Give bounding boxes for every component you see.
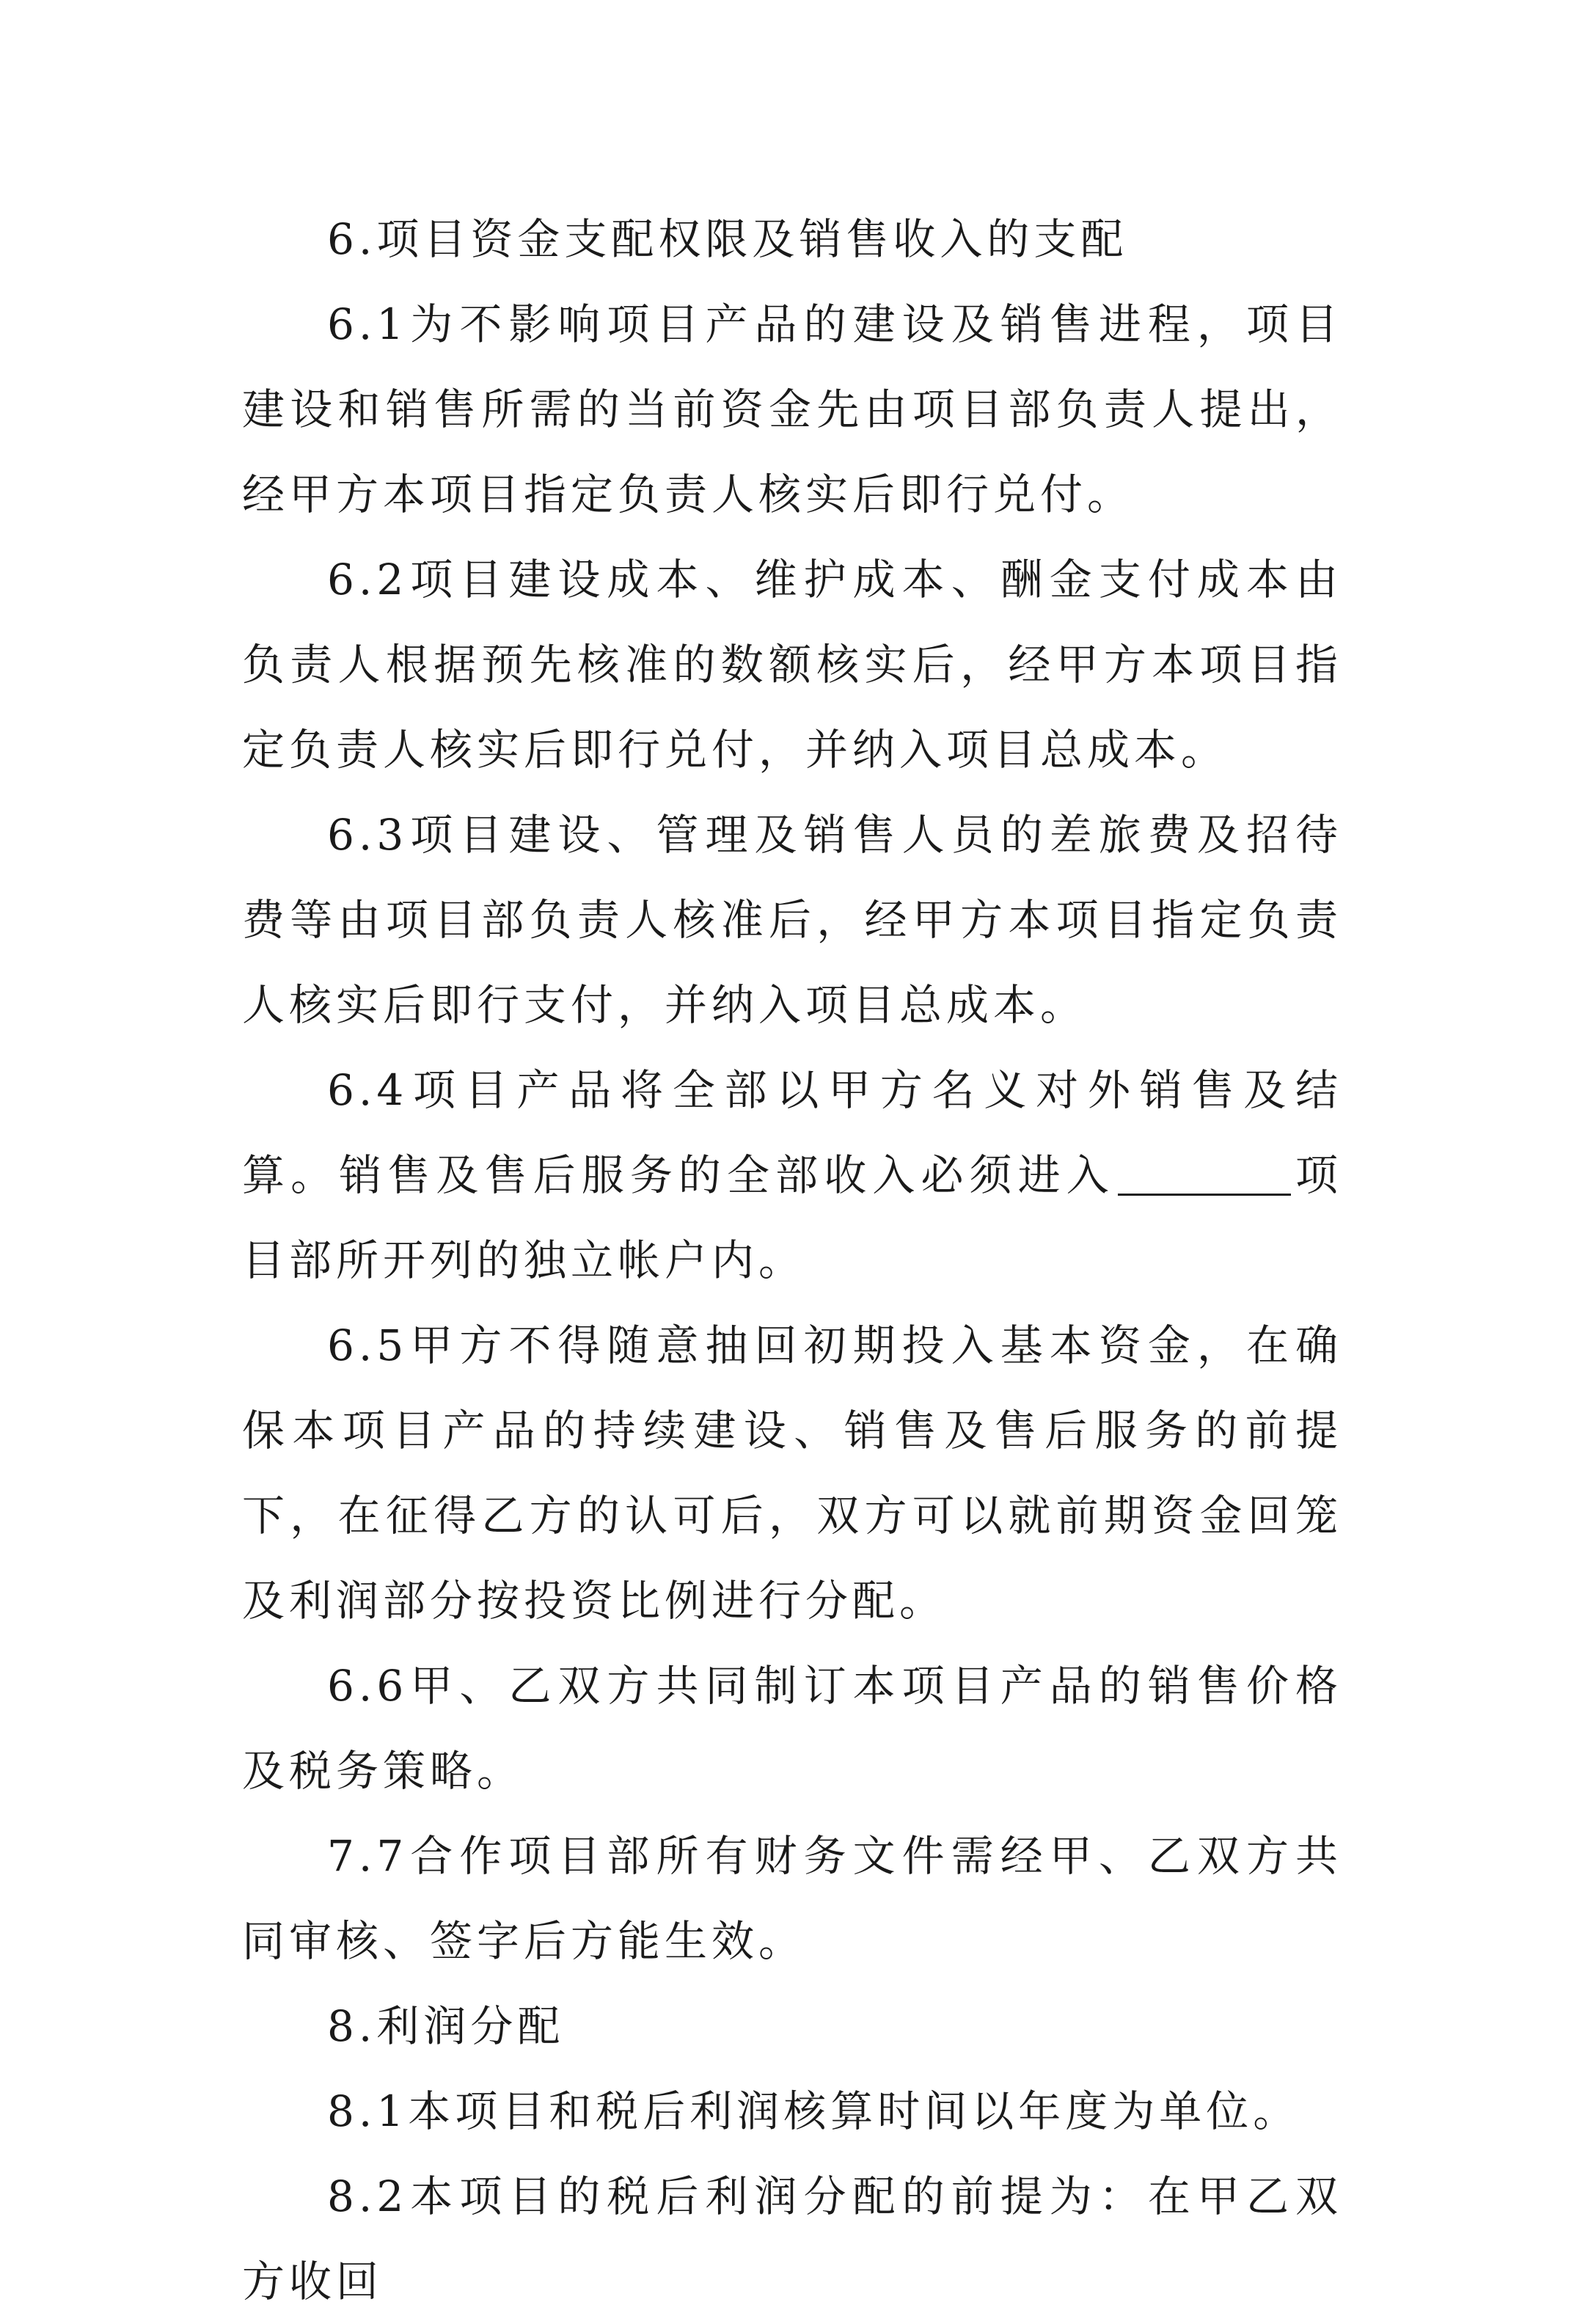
clause-6-4 <box>242 1048 1342 1303</box>
clause-8-1: 8.1本项目和税后利润核算时间以年度为单位。 <box>327 2086 1300 2136</box>
clause-6-2: 6.2项目建设成本、维护成本、酬金支付成本由负责人根据预先核准的数额核实后，经甲方本项目指定负责人核实后即行兑付，并纳入项目总成本。 <box>242 555 1342 775</box>
clause-6-6: 6.6甲、乙双方共同制订本项目产品的销售价格及税务策略。 <box>242 1661 1342 1796</box>
document-page <box>242 197 1342 2324</box>
clause-6-3: 6.3项目建设、管理及销售人员的差旅费及招待费等由项目部负责人核准后，经甲方本项目指定负责人核实后即行支付，并纳入项目总成本。 <box>242 810 1342 1030</box>
fill-in-blank-line <box>1118 1150 1291 1196</box>
clause-6-1: 6.1为不影响项目产品的建设及销售进程，项目建设和销售所需的当前资金先由项目部负责人提出，经甲方本项目指定负责人核实后即行兑付。 <box>242 299 1342 519</box>
clause-6-4-text-after: 项目部所开列的独立帐户内。 <box>242 1150 1342 1285</box>
section-heading-8: 8.利润分配 <box>327 2001 565 2051</box>
section-heading-6: 6.项目资金支配权限及销售收入的支配 <box>327 214 1128 264</box>
clause-6-4-text-before: 6.4项目产品将全部以甲方名义对外销售及结算。销售及售后服务的全部收入必须进入 <box>242 1065 1342 1200</box>
clause-8-2: 8.2本项目的税后利润分配的前提为：在甲乙双方收回 <box>242 2171 1342 2306</box>
clause-7-7: 7.7合作项目部所有财务文件需经甲、乙双方共同审核、签字后方能生效。 <box>242 1831 1342 1966</box>
clause-6-5: 6.5甲方不得随意抽回初期投入基本资金，在确保本项目产品的持续建设、销售及售后服务的前提下，在征得乙方的认可后，双方可以就前期资金回笼及利润部分按投资比例进行分配。 <box>242 1320 1342 1626</box>
